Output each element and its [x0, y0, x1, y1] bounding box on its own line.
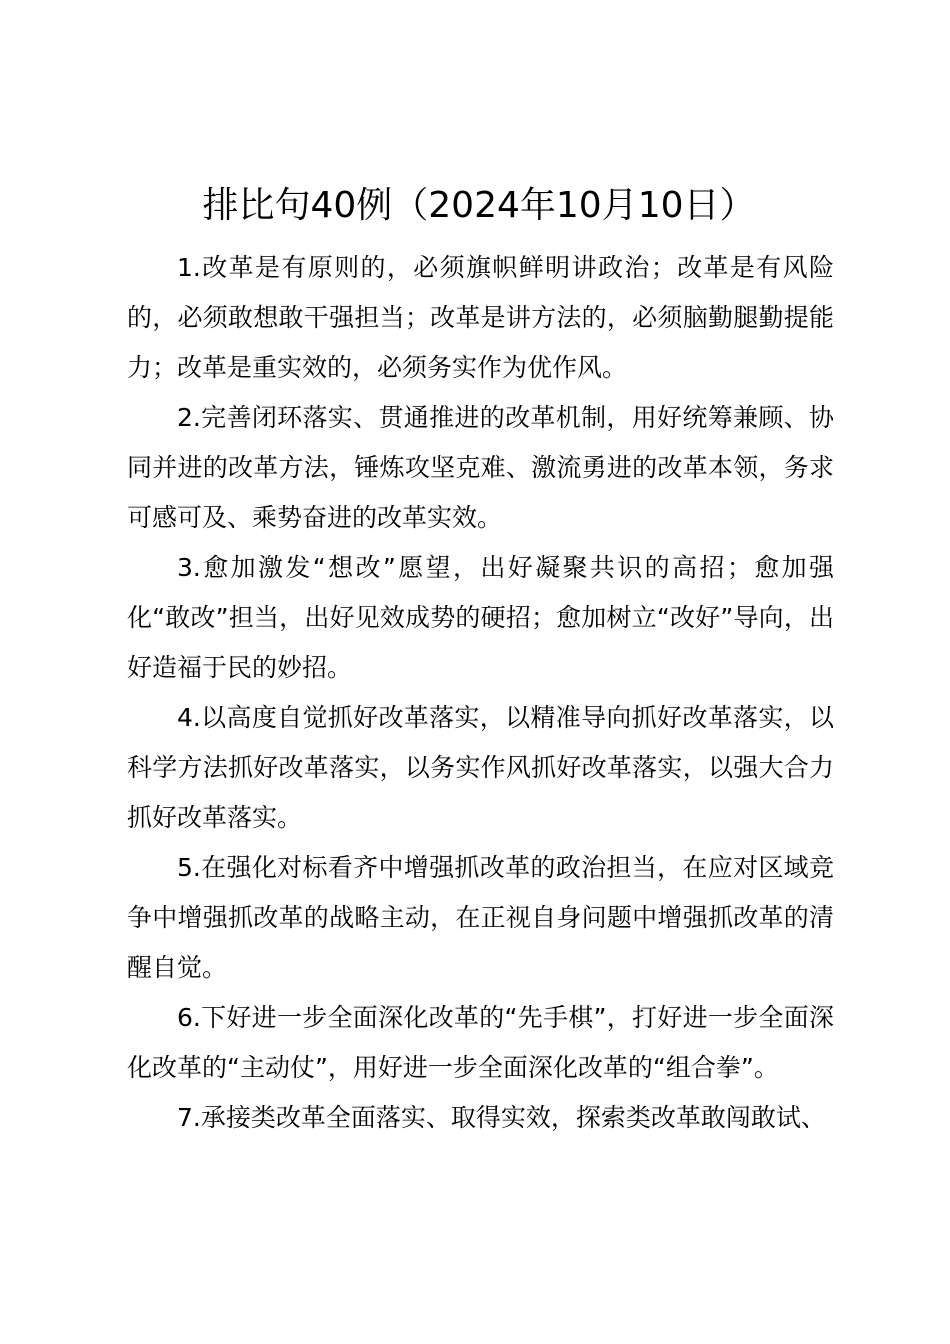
paragraph-6: 6.下好进一步全面深化改革的“先手棋”，打好进一步全面深化改革的“主动仗”，用好进一步全面深化改革的“组合拳”。: [127, 1003, 834, 1082]
document-title: 排比句40例（2024年10月10日）: [202, 185, 756, 226]
paragraph-7: 7.承接类改革全面落实、取得实效，探索类改革敢闯敢试、: [177, 1103, 826, 1132]
paragraph-4: 4.以高度自觉抓好改革落实，以精准导向抓好改革落实，以科学方法抓好改革落实，以务实作风抓好改革落实，以强大合力抓好改革落实。: [127, 703, 834, 832]
paragraph-5: 5.在强化对标看齐中增强抓改革的政治担当，在应对区域竞争中增强抓改革的战略主动，在正视自身问题中增强抓改革的清醒自觉。: [127, 853, 834, 982]
paragraph-2: 2.完善闭环落实、贯通推进的改革机制，用好统筹兼顾、协同并进的改革方法，锤炼攻坚克难、激流勇进的改革本领，务求可感可及、乘势奋进的改革实效。: [127, 403, 834, 532]
paragraph-3: 3.愈加激发“想改”愿望，出好凝聚共识的高招；愈加强化“敢改”担当，出好见效成势的硬招；愈加树立“改好”导向，出好造福于民的妙招。: [127, 553, 834, 682]
paragraph-1: 1.改革是有原则的，必须旗帜鲜明讲政治；改革是有风险的，必须敢想敢干强担当；改革是讲方法的，必须脑勤腿勤提能力；改革是重实效的，必须务实作为优作风。: [127, 253, 834, 382]
